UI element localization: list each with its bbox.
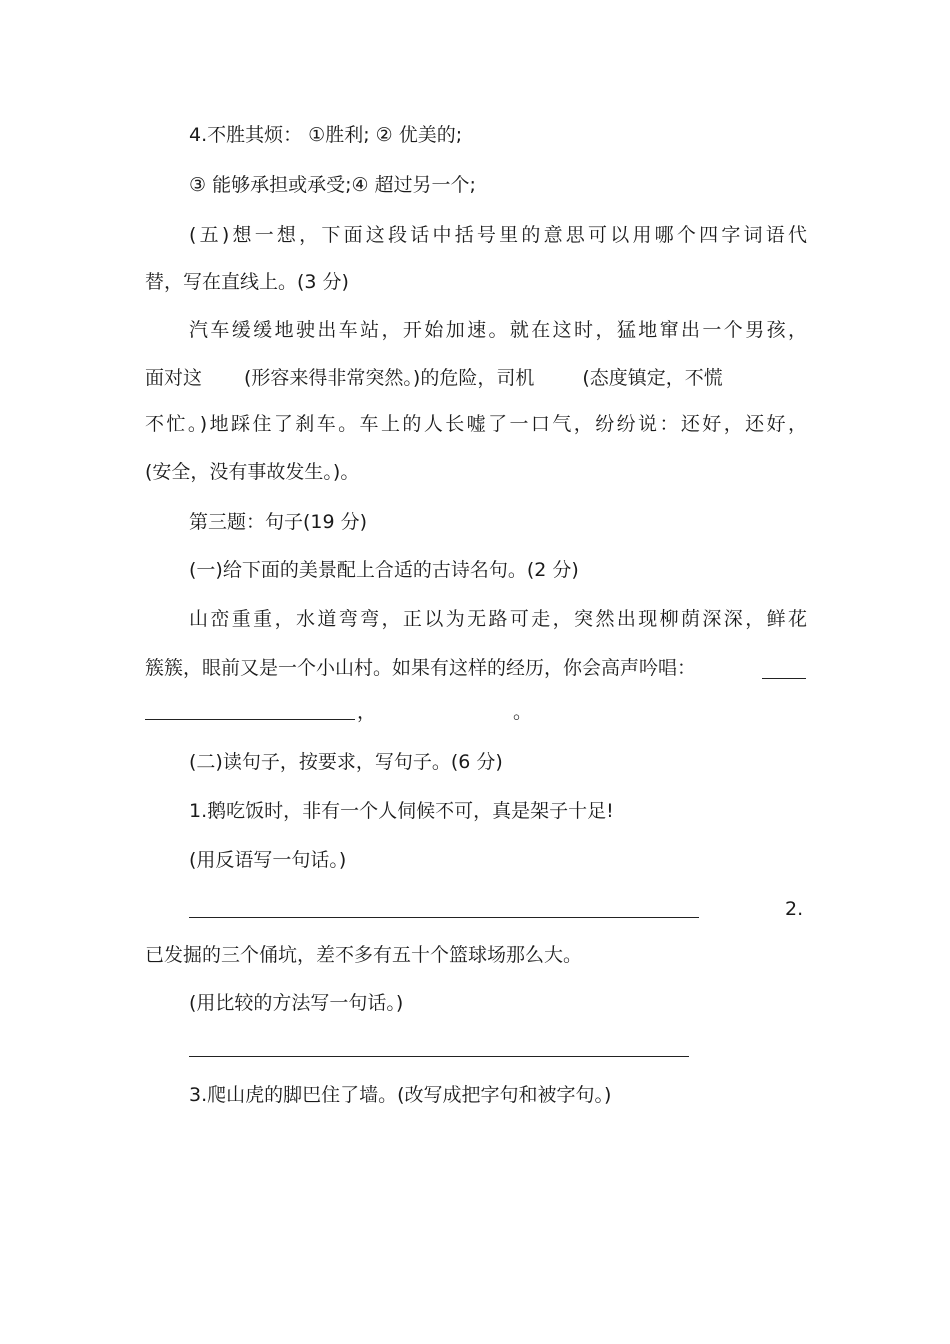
- sentence-2: 已发掘的三个俑坑，差不多有五十个篮球场那么大。: [145, 944, 583, 966]
- answer-blank-line[interactable]: [145, 719, 355, 720]
- scenery-line-2: 簇簇，眼前又是一个小山村。如果有这样的经历，你会高声吟唱：: [145, 657, 697, 679]
- comma-mark: ，: [357, 701, 377, 723]
- answer-line-2[interactable]: [189, 1056, 689, 1057]
- sentence-1-instruction: (用反语写一句话。): [189, 849, 347, 871]
- item-4-options-line: 4.不胜其烦： ①胜利; ② 优美的;: [189, 124, 463, 146]
- sentence-3: 3.爬山虎的脚巴住了墙。(改写成把字句和被字句。): [189, 1084, 612, 1106]
- sentence-2-instruction: (用比较的方法写一句话。): [189, 992, 404, 1014]
- passage-text: (态度镇定，不慌: [582, 367, 723, 389]
- item-4-options-line-2: ③ 能够承担或承受;④ 超过另一个;: [189, 174, 476, 196]
- subsection-2-heading: (二)读句子，按要求，写句子。(6 分): [189, 751, 503, 773]
- section-3-title: 第三题：句子(19 分): [189, 511, 368, 533]
- answer-line-1[interactable]: [189, 917, 699, 918]
- passage-line-3: 不忙。)地踩住了刹车。车上的人长嘘了一口气，纷纷说：还好，还好，: [145, 413, 807, 435]
- subsection-1-heading: (一)给下面的美景配上合适的古诗名句。(2 分): [189, 559, 579, 581]
- passage-text: 面对这: [145, 367, 203, 389]
- period-mark: 。: [513, 701, 533, 723]
- answer-blank-line[interactable]: [762, 678, 806, 679]
- section-5-heading: (五)想一想，下面这段话中括号里的意思可以用哪个四字词语代: [189, 224, 807, 246]
- section-5-heading-cont: 替，写在直线上。(3 分): [145, 271, 349, 293]
- passage-line-4: (安全，没有事故发生。)。: [145, 461, 360, 483]
- passage-line-2: [145, 366, 807, 390]
- item-2-number: 2.: [785, 898, 804, 920]
- sentence-1: 1.鹅吃饭时，非有一个人伺候不可，真是架子十足!: [189, 800, 614, 822]
- passage-line-1: 汽车缓缓地驶出车站，开始加速。就在这时，猛地窜出一个男孩，: [189, 319, 807, 341]
- passage-text: (形容来得非常突然。)的危险，司机: [244, 367, 535, 389]
- scenery-line-1: 山峦重重，水道弯弯，正以为无路可走，突然出现柳荫深深，鲜花: [189, 608, 807, 630]
